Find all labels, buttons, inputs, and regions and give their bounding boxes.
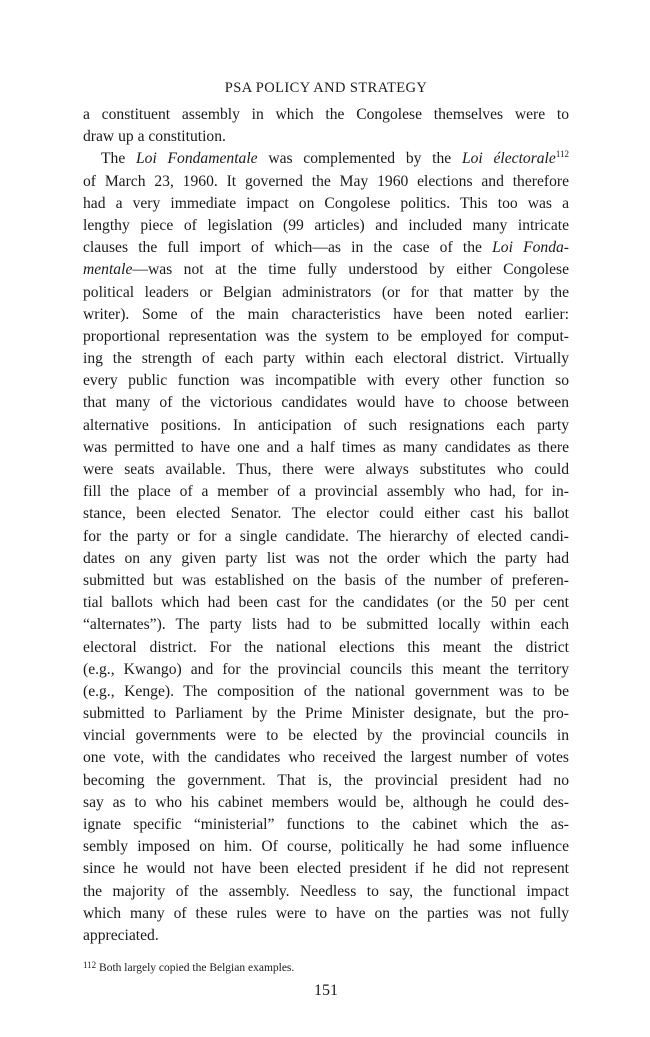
text-run: The [101, 150, 136, 168]
text-line: “alternates”). The party lists had to be submitted locally within each [83, 616, 569, 634]
text-line: proportional representation was the system to be employed for comput- [83, 327, 569, 345]
italic-title: mentale [83, 261, 133, 279]
text-line: becoming the government. That is, the provincial president had no [83, 771, 569, 789]
footnote [83, 957, 569, 976]
footnote-text: Both largely copied the Belgian examples. [96, 962, 295, 975]
text-line: (e.g., Kwango) and for the provincial councils this meant the territory [83, 660, 569, 678]
text-line: were seats available. Thus, there were always substitutes who could [83, 461, 569, 478]
text-line: draw up a constitution. [83, 128, 226, 146]
text-line: political leaders or Belgian administrators (or for that matter by the [83, 283, 569, 301]
footnote-number: 112 [83, 960, 97, 971]
page [83, 78, 569, 1000]
text-run: was complemented by the [257, 150, 462, 168]
text-run: —was not at the time fully understood by either Congolese [132, 261, 569, 279]
running-head: PSA POLICY AND STRATEGY [224, 80, 428, 96]
text-line: that many of the victorious candidates would have to choose between [83, 394, 569, 412]
text-line: the majority of the assembly. Needless to say, the functional impact [83, 882, 569, 900]
text-line: submitted to Parliament by the Prime Minister designate, but the pro- [83, 705, 569, 723]
text-line: dates on any given party list was not the order which the party had [83, 549, 569, 567]
paragraph-1 [83, 104, 569, 148]
text-line: tial ballots which had been cast for the candidates (or the 50 per cent [83, 594, 569, 612]
text-line: stance, been elected Senator. The elector could either cast his ballot [83, 505, 569, 523]
text-line: fill the place of a member of a provincial assembly who had, for in- [83, 483, 569, 501]
text-line: ignate specific “ministerial” functions to the cabinet which the as- [83, 816, 569, 833]
text-line: electoral district. For the national elections this meant the district [83, 638, 569, 656]
text-line [83, 148, 569, 170]
italic-title: Loi électorale [461, 150, 556, 168]
text-run: clauses the full import of which—as in the case of the [83, 239, 493, 257]
text-line: one vote, with the candidates who received the largest number of votes [83, 749, 569, 767]
text-line: submitted but was established on the basis of the number of preferen- [83, 571, 569, 589]
text-line: sembly imposed on him. Of course, politically he had some influence [83, 838, 569, 856]
text-line: for the party or for a single candidate. The hierarchy of elected candi- [83, 527, 569, 545]
text-line [83, 259, 569, 281]
text-line: was permitted to have one and a half times as many candidates as there [83, 438, 569, 456]
text-line: since he would not have been elected president if he did not represent [83, 860, 569, 878]
text-line: alternative positions. In anticipation of such resignations each party [83, 416, 569, 434]
text-line: vincial governments were to be elected by the provincial councils in [83, 727, 569, 745]
text-line: appreciated. [83, 926, 159, 944]
text-line: writer). Some of the main characteristics have been noted earlier: [83, 305, 569, 323]
text-line: ing the strength of each party within each electoral district. Virtually [83, 350, 569, 368]
paragraph-2 [83, 148, 569, 947]
text-line: a constituent assembly in which the Congolese themselves were to [83, 106, 569, 123]
text-line: every public function was incompatible with every other function so [83, 372, 569, 390]
text-line: of March 23, 1960. It governed the May 1960 elections and therefore [83, 172, 569, 190]
italic-title: Loi Fonda- [492, 239, 570, 257]
body-text [83, 104, 569, 947]
text-line: lengthy piece of legislation (99 articles) and included many intricate [83, 216, 569, 234]
text-line: say as to who his cabinet members would be, although he could des- [83, 793, 569, 811]
text-line [83, 237, 569, 259]
text-line: (e.g., Kenge). The composition of the national government was to be [83, 682, 569, 700]
footnote-reference[interactable]: 112 [555, 149, 569, 160]
text-line: had a very immediate impact on Congolese politics. This too was a [83, 194, 569, 212]
page-number: 151 [314, 982, 338, 1000]
italic-title: Loi Fondamentale [135, 150, 258, 168]
text-line: which many of these rules were to have on the parties was not fully [83, 904, 569, 922]
